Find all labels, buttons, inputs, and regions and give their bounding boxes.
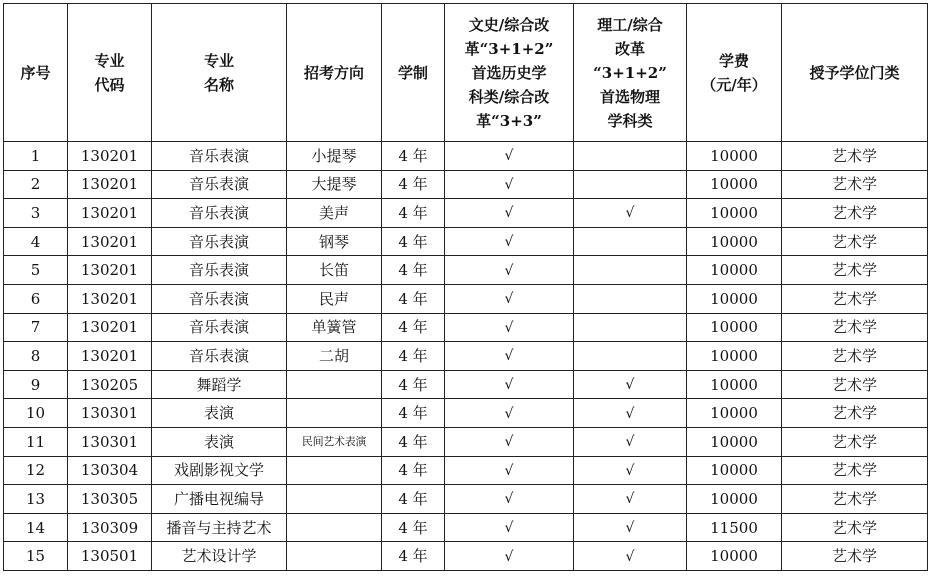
cell-code: 130201	[68, 256, 152, 285]
cell-name: 表演	[152, 427, 287, 456]
cell-name: 音乐表演	[152, 313, 287, 342]
cell-degree: 艺术学	[782, 199, 928, 228]
check-mark-icon: √	[504, 205, 514, 222]
cell-years: 4 年	[382, 227, 445, 256]
cell-physics-check	[574, 199, 687, 228]
check-mark-icon: √	[625, 405, 635, 422]
cell-fee: 10000	[687, 227, 782, 256]
cell-name: 广播电视编导	[152, 485, 287, 514]
check-mark-icon: √	[504, 491, 514, 508]
cell-code: 130201	[68, 170, 152, 199]
check-mark-icon: √	[504, 148, 514, 165]
cell-direction	[287, 370, 382, 399]
cell-years: 4 年	[382, 513, 445, 542]
cell-no: 1	[4, 142, 68, 171]
cell-name: 音乐表演	[152, 284, 287, 313]
cell-fee: 10000	[687, 342, 782, 371]
table-row	[4, 313, 928, 342]
cell-history-check	[445, 142, 574, 171]
check-mark-icon: √	[625, 548, 635, 565]
cell-code: 130201	[68, 199, 152, 228]
cell-code: 130201	[68, 284, 152, 313]
table-row	[4, 456, 928, 485]
cell-physics-check	[574, 313, 687, 342]
check-mark-icon: √	[504, 348, 514, 365]
header-fee: 学费 （元/年）	[687, 4, 782, 142]
cell-history-check	[445, 227, 574, 256]
cell-code: 130201	[68, 313, 152, 342]
cell-direction	[287, 513, 382, 542]
cell-degree: 艺术学	[782, 227, 928, 256]
cell-history-check	[445, 284, 574, 313]
cell-fee: 10000	[687, 542, 782, 571]
cell-physics-check	[574, 170, 687, 199]
cell-direction: 钢琴	[287, 227, 382, 256]
check-mark-icon: √	[625, 377, 635, 394]
check-mark-icon: √	[504, 319, 514, 336]
cell-years: 4 年	[382, 485, 445, 514]
table-row	[4, 485, 928, 514]
cell-fee: 10000	[687, 256, 782, 285]
table-row	[4, 284, 928, 313]
check-mark-icon: √	[504, 262, 514, 279]
cell-degree: 艺术学	[782, 170, 928, 199]
cell-physics-check	[574, 399, 687, 428]
cell-degree: 艺术学	[782, 513, 928, 542]
cell-direction: 小提琴	[287, 142, 382, 171]
cell-degree: 艺术学	[782, 342, 928, 371]
cell-code: 130201	[68, 227, 152, 256]
cell-degree: 艺术学	[782, 399, 928, 428]
cell-name: 音乐表演	[152, 199, 287, 228]
check-mark-icon: √	[504, 434, 514, 451]
cell-fee: 10000	[687, 199, 782, 228]
cell-years: 4 年	[382, 170, 445, 199]
cell-physics-check	[574, 542, 687, 571]
cell-physics-check	[574, 456, 687, 485]
cell-name: 表演	[152, 399, 287, 428]
cell-direction: 美声	[287, 199, 382, 228]
cell-degree: 艺术学	[782, 256, 928, 285]
check-mark-icon: √	[504, 462, 514, 479]
cell-degree: 艺术学	[782, 427, 928, 456]
table-row	[4, 542, 928, 571]
cell-history-check	[445, 399, 574, 428]
cell-years: 4 年	[382, 542, 445, 571]
check-mark-icon: √	[504, 377, 514, 394]
cell-fee: 10000	[687, 142, 782, 171]
cell-name: 音乐表演	[152, 342, 287, 371]
cell-physics-check	[574, 513, 687, 542]
cell-history-check	[445, 370, 574, 399]
cell-history-check	[445, 199, 574, 228]
cell-degree: 艺术学	[782, 456, 928, 485]
cell-direction	[287, 456, 382, 485]
cell-fee: 10000	[687, 485, 782, 514]
cell-name: 音乐表演	[152, 227, 287, 256]
check-mark-icon: √	[625, 520, 635, 537]
cell-no: 5	[4, 256, 68, 285]
table-row	[4, 370, 928, 399]
cell-physics-check	[574, 142, 687, 171]
table-row	[4, 342, 928, 371]
cell-years: 4 年	[382, 427, 445, 456]
cell-name: 舞蹈学	[152, 370, 287, 399]
cell-direction: 民间艺术表演	[287, 427, 382, 456]
cell-degree: 艺术学	[782, 485, 928, 514]
cell-name: 艺术设计学	[152, 542, 287, 571]
header-physics-track: 理工/综合 改革 “3+1+2” 首选物理 学科类	[574, 4, 687, 142]
cell-years: 4 年	[382, 456, 445, 485]
cell-degree: 艺术学	[782, 370, 928, 399]
cell-name: 戏剧影视文学	[152, 456, 287, 485]
header-history-track: 文史/综合改 革“3+1+2” 首选历史学 科类/综合改 革“3+3”	[445, 4, 574, 142]
major-table	[3, 3, 928, 571]
cell-no: 10	[4, 399, 68, 428]
cell-no: 12	[4, 456, 68, 485]
cell-years: 4 年	[382, 399, 445, 428]
cell-no: 13	[4, 485, 68, 514]
check-mark-icon: √	[625, 462, 635, 479]
cell-physics-check	[574, 284, 687, 313]
header-direction: 招考方向	[287, 4, 382, 142]
cell-name: 音乐表演	[152, 256, 287, 285]
cell-code: 130301	[68, 427, 152, 456]
header-row	[4, 4, 928, 142]
table-body	[4, 142, 928, 571]
cell-fee: 10000	[687, 399, 782, 428]
cell-direction	[287, 399, 382, 428]
check-mark-icon: √	[504, 520, 514, 537]
cell-fee: 10000	[687, 427, 782, 456]
cell-no: 3	[4, 199, 68, 228]
cell-physics-check	[574, 227, 687, 256]
table-row	[4, 256, 928, 285]
cell-history-check	[445, 513, 574, 542]
cell-fee: 11500	[687, 513, 782, 542]
cell-history-check	[445, 542, 574, 571]
cell-fee: 10000	[687, 313, 782, 342]
cell-direction	[287, 485, 382, 514]
check-mark-icon: √	[504, 405, 514, 422]
check-mark-icon: √	[504, 234, 514, 251]
cell-no: 9	[4, 370, 68, 399]
cell-no: 11	[4, 427, 68, 456]
cell-history-check	[445, 485, 574, 514]
cell-fee: 10000	[687, 370, 782, 399]
cell-physics-check	[574, 485, 687, 514]
table-row	[4, 170, 928, 199]
cell-no: 15	[4, 542, 68, 571]
table-row	[4, 513, 928, 542]
check-mark-icon: √	[504, 548, 514, 565]
check-mark-icon: √	[625, 434, 635, 451]
cell-physics-check	[574, 427, 687, 456]
cell-degree: 艺术学	[782, 542, 928, 571]
cell-direction: 长笛	[287, 256, 382, 285]
cell-years: 4 年	[382, 256, 445, 285]
cell-years: 4 年	[382, 313, 445, 342]
cell-code: 130201	[68, 342, 152, 371]
cell-code: 130305	[68, 485, 152, 514]
cell-code: 130205	[68, 370, 152, 399]
table-row	[4, 227, 928, 256]
check-mark-icon: √	[625, 491, 635, 508]
cell-no: 2	[4, 170, 68, 199]
cell-direction: 二胡	[287, 342, 382, 371]
cell-code: 130501	[68, 542, 152, 571]
cell-fee: 10000	[687, 284, 782, 313]
table-row	[4, 399, 928, 428]
cell-years: 4 年	[382, 370, 445, 399]
cell-name: 音乐表演	[152, 170, 287, 199]
cell-no: 6	[4, 284, 68, 313]
cell-history-check	[445, 342, 574, 371]
cell-years: 4 年	[382, 284, 445, 313]
header-degree: 授予学位门类	[782, 4, 928, 142]
cell-physics-check	[574, 256, 687, 285]
cell-direction	[287, 542, 382, 571]
cell-history-check	[445, 256, 574, 285]
table-row	[4, 199, 928, 228]
cell-direction: 单簧管	[287, 313, 382, 342]
header-years: 学制	[382, 4, 445, 142]
cell-degree: 艺术学	[782, 313, 928, 342]
cell-fee: 10000	[687, 456, 782, 485]
check-mark-icon: √	[504, 176, 514, 193]
cell-degree: 艺术学	[782, 142, 928, 171]
cell-history-check	[445, 427, 574, 456]
cell-code: 130201	[68, 142, 152, 171]
table-row	[4, 427, 928, 456]
cell-direction: 大提琴	[287, 170, 382, 199]
check-mark-icon: √	[625, 205, 635, 222]
cell-no: 7	[4, 313, 68, 342]
header-name: 专业 名称	[152, 4, 287, 142]
cell-physics-check	[574, 342, 687, 371]
header-code: 专业 代码	[68, 4, 152, 142]
cell-name: 播音与主持艺术	[152, 513, 287, 542]
cell-history-check	[445, 170, 574, 199]
cell-physics-check	[574, 370, 687, 399]
cell-direction: 民声	[287, 284, 382, 313]
cell-years: 4 年	[382, 199, 445, 228]
cell-fee: 10000	[687, 170, 782, 199]
cell-code: 130301	[68, 399, 152, 428]
cell-history-check	[445, 313, 574, 342]
cell-years: 4 年	[382, 142, 445, 171]
cell-degree: 艺术学	[782, 284, 928, 313]
cell-no: 14	[4, 513, 68, 542]
cell-history-check	[445, 456, 574, 485]
cell-years: 4 年	[382, 342, 445, 371]
check-mark-icon: √	[504, 291, 514, 308]
cell-name: 音乐表演	[152, 142, 287, 171]
cell-no: 8	[4, 342, 68, 371]
header-no: 序号	[4, 4, 68, 142]
table-row	[4, 142, 928, 171]
cell-code: 130304	[68, 456, 152, 485]
cell-no: 4	[4, 227, 68, 256]
cell-code: 130309	[68, 513, 152, 542]
